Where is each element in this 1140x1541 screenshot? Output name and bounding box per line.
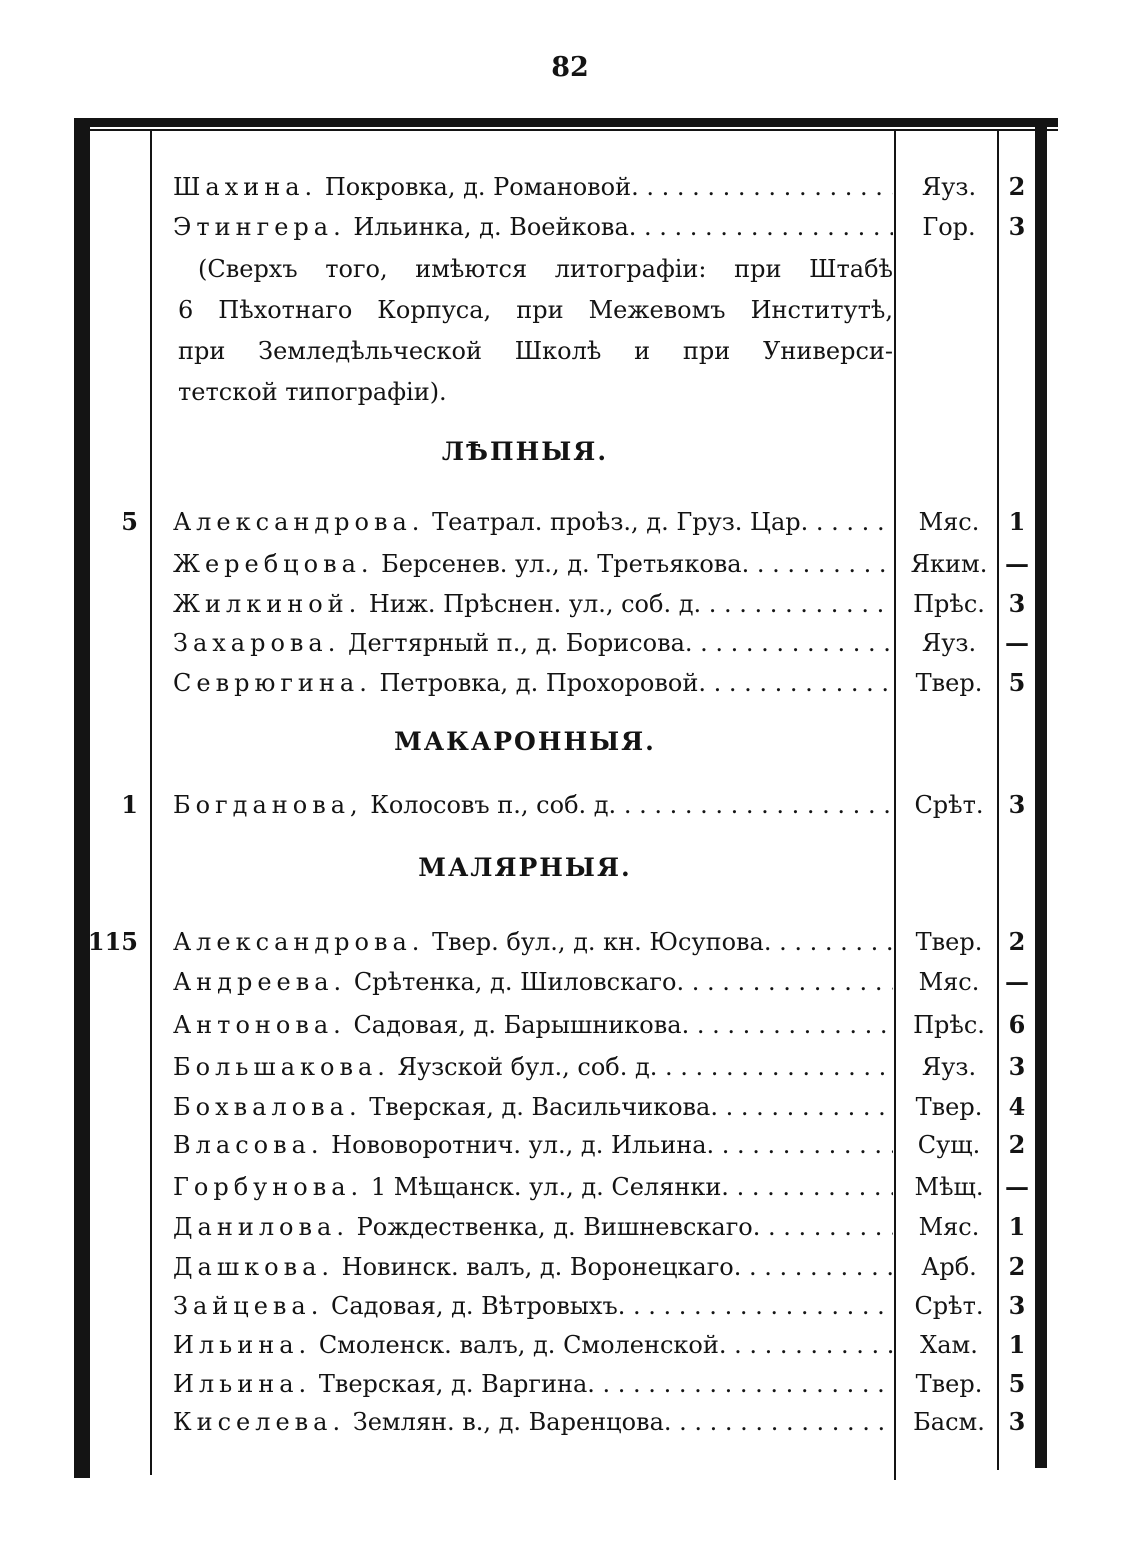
quantity: —	[1005, 628, 1029, 657]
district: Сущ.	[917, 1131, 981, 1159]
note-line: тетской типографіи).	[178, 378, 447, 406]
section-count: 5	[121, 507, 138, 536]
directory-row	[0, 962, 1140, 1002]
district: Твер.	[915, 928, 983, 956]
quantity: 3	[1008, 1291, 1026, 1320]
frame-top-inner-border	[80, 129, 1058, 131]
owner-name: Захарова.	[173, 629, 341, 657]
district: Мяс.	[918, 1213, 980, 1241]
address: Петровка, д. Прохоровой.	[379, 669, 706, 697]
address: Берсенев. ул., д. Третьякова.	[381, 550, 750, 578]
address: Новинск. валъ, д. Воронецкаго.	[341, 1253, 742, 1281]
quantity: 1	[1008, 1330, 1026, 1359]
address: Твер. бул., д. кн. Юсупова.	[432, 928, 772, 956]
quantity: 2	[1008, 1252, 1026, 1281]
quantity: 3	[1008, 790, 1026, 819]
address: Покровка, д. Романовой.	[324, 173, 639, 201]
address: Землян. в., д. Варенцова.	[352, 1408, 672, 1436]
directory-row	[0, 663, 1140, 703]
district: Яуз.	[921, 173, 977, 201]
directory-row	[0, 167, 1140, 207]
address: Рождественка, д. Вишневскаго.	[356, 1213, 761, 1241]
owner-name: Севрюгина.	[173, 669, 372, 697]
owner-name: Антонова.	[173, 1011, 346, 1039]
quantity: 4	[1008, 1092, 1026, 1121]
address: Садовая, д. Барышникова.	[353, 1011, 690, 1039]
district: Яуз.	[921, 1053, 977, 1081]
district: Хам.	[920, 1331, 978, 1359]
quantity: —	[1005, 1172, 1029, 1201]
district: Срѣт.	[914, 791, 984, 819]
frame-top-border	[80, 118, 1058, 127]
directory-row	[0, 1125, 1140, 1165]
address: Смоленск. валъ, д. Смоленской.	[318, 1331, 727, 1359]
directory-row	[0, 584, 1140, 624]
note-line: при Земледѣльческой Школѣ и при Универси-	[178, 337, 893, 365]
quantity: 1	[1008, 1212, 1026, 1241]
address: Яузской бул., соб. д.	[397, 1053, 658, 1081]
directory-row	[0, 785, 1140, 825]
owner-name: Ильина.	[173, 1331, 312, 1359]
owner-name: Киселева.	[173, 1408, 346, 1436]
quantity: 1	[1008, 507, 1026, 536]
owner-name: Богданова,	[173, 791, 363, 819]
owner-name: Жеребцова.	[173, 550, 374, 578]
directory-row	[0, 1247, 1140, 1287]
address: Тверская, д. Васильчикова.	[369, 1093, 718, 1121]
note-line: 6 Пѣхотнаго Корпуса, при Межевомъ Институтѣ,	[178, 296, 893, 324]
section-heading: ЛѢПНЫЯ.	[441, 437, 609, 466]
owner-name: Шахина.	[173, 173, 318, 201]
directory-row	[0, 1047, 1140, 1087]
section-count: 115	[87, 927, 138, 956]
district: Срѣт.	[914, 1292, 984, 1320]
directory-row	[0, 1167, 1140, 1207]
address: Ильинка, д. Воейкова.	[353, 213, 637, 241]
district: Арб.	[921, 1253, 977, 1281]
owner-name: Большакова.	[173, 1053, 390, 1081]
quantity: 3	[1008, 1052, 1026, 1081]
quantity: —	[1005, 967, 1029, 996]
address: Театрал. проѣз., д. Груз. Цар.	[432, 508, 809, 536]
directory-row	[0, 623, 1140, 663]
quantity: 3	[1008, 589, 1026, 618]
district: Твер.	[915, 1093, 983, 1121]
owner-name: Горбунова.	[173, 1173, 364, 1201]
address: Тверская, д. Варгина.	[318, 1370, 595, 1398]
district: Яким.	[910, 550, 988, 578]
quantity: 3	[1008, 1407, 1026, 1436]
address: Колосовъ п., соб. д.	[370, 791, 617, 819]
district: Твер.	[915, 669, 983, 697]
directory-row	[0, 1364, 1140, 1404]
owner-name: Данилова.	[173, 1213, 349, 1241]
address: Ниж. Прѣснен. ул., соб. д.	[368, 590, 702, 618]
district: Твер.	[915, 1370, 983, 1398]
owner-name: Дашкова.	[173, 1253, 335, 1281]
owner-name: Александрова.	[173, 928, 425, 956]
district: Мѣщ.	[914, 1173, 984, 1201]
directory-row	[0, 1402, 1140, 1442]
directory-row	[0, 1286, 1140, 1326]
quantity: 3	[1008, 212, 1026, 241]
directory-row	[0, 544, 1140, 584]
quantity: 2	[1008, 1130, 1026, 1159]
owner-name: Власова.	[173, 1131, 324, 1159]
owner-name: Бохвалова.	[173, 1093, 362, 1121]
directory-row	[0, 1087, 1140, 1127]
quantity: 5	[1008, 668, 1026, 697]
district: Мяс.	[918, 968, 980, 996]
district: Прѣс.	[913, 1011, 985, 1039]
quantity: 5	[1008, 1369, 1026, 1398]
directory-row	[0, 207, 1140, 247]
directory-row	[0, 1005, 1140, 1045]
district: Мяс.	[918, 508, 980, 536]
district: Гор.	[922, 213, 976, 241]
address: Нововоротнич. ул., д. Ильина.	[331, 1131, 715, 1159]
section-heading: МАЛЯРНЫЯ.	[418, 853, 632, 882]
directory-row	[0, 922, 1140, 962]
address: Срѣтенка, д. Шиловскаго.	[353, 968, 685, 996]
directory-row	[0, 1325, 1140, 1365]
owner-name: Жилкиной.	[173, 590, 362, 618]
directory-row	[0, 502, 1140, 542]
owner-name: Зайцева.	[173, 1292, 324, 1320]
page-number: 82	[551, 52, 589, 83]
quantity: 6	[1008, 1010, 1026, 1039]
district: Басм.	[913, 1408, 985, 1436]
district: Прѣс.	[913, 590, 985, 618]
directory-row	[0, 1207, 1140, 1247]
section-count: 1	[121, 790, 138, 819]
section-heading: МАКАРОННЫЯ.	[394, 727, 656, 756]
quantity: 2	[1008, 927, 1026, 956]
owner-name: Ильина.	[173, 1370, 312, 1398]
note-line: (Сверхъ того, имѣются литографіи: при Штабѣ	[198, 255, 893, 283]
address: 1 Мѣщанск. ул., д. Селянки.	[370, 1173, 729, 1201]
quantity: 2	[1008, 172, 1026, 201]
owner-name: Александрова.	[173, 508, 425, 536]
owner-name: Андреева.	[173, 968, 347, 996]
address: Дегтярный п., д. Борисова.	[348, 629, 693, 657]
address: Садовая, д. Вѣтровыхъ.	[330, 1292, 626, 1320]
owner-name: Этингера.	[173, 213, 346, 241]
district: Яуз.	[921, 629, 977, 657]
quantity: —	[1005, 549, 1029, 578]
